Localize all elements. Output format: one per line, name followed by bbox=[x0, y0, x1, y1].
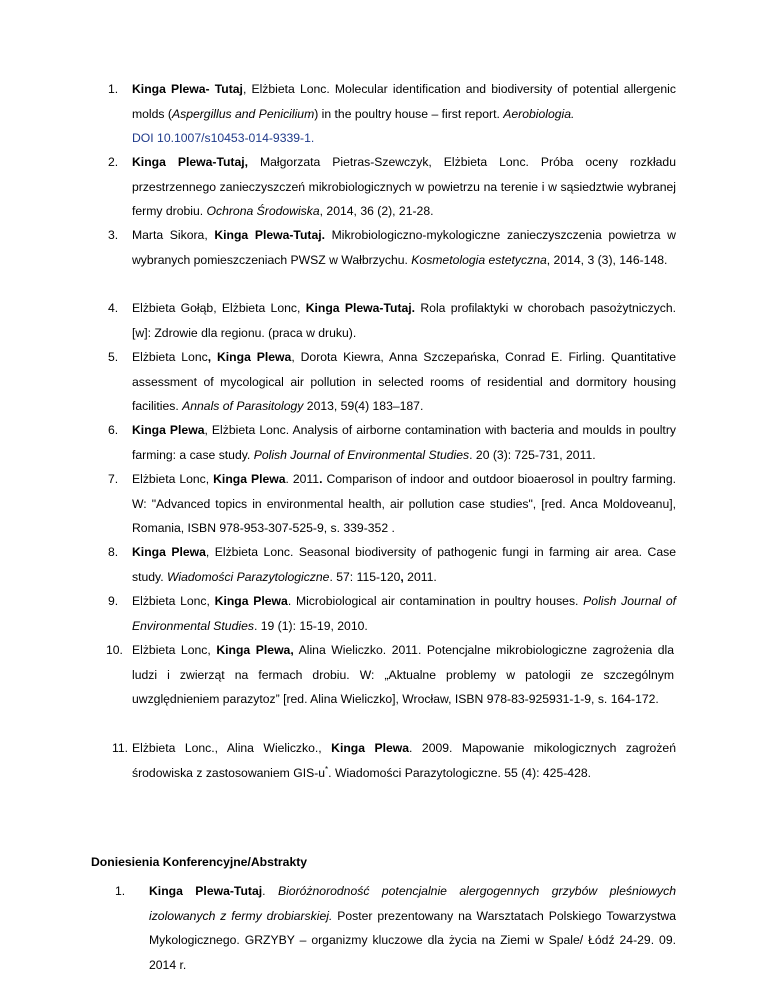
journal: Ochrona Środowiska bbox=[206, 204, 320, 218]
authors: Elżbieta Lonc., Alina Wieliczko., bbox=[132, 741, 332, 755]
details: 2013, 59(4) 183–187. bbox=[303, 399, 424, 413]
author-bold: Kinga Plewa-Tutaj bbox=[149, 884, 263, 898]
details: , 2014, 36 (2), 21-28. bbox=[319, 204, 434, 218]
details: . 57: 115-120 bbox=[329, 569, 401, 584]
separator: . bbox=[262, 884, 278, 898]
publication-item-5 bbox=[108, 345, 676, 419]
journal: Annals of Parasitology bbox=[182, 399, 304, 413]
title-italic: Bioróżnorodność potencjalnie alergogennych grzybów pleśniowych izolowanych z fermy drobiarskiej. bbox=[149, 884, 676, 923]
author-bold: Kinga Plewa bbox=[132, 545, 206, 559]
details: Poster prezentowany na Warsztatach Polskiego Towarzystwa Mykologicznego. GRZYBY – organizmy kluczowe dla życia na Ziemi w Spale/ Łódź 24-29. 09. 2014 r. bbox=[149, 908, 676, 972]
authors: , Elżbieta Lonc. bbox=[204, 423, 290, 437]
footnote-marker: * bbox=[325, 764, 329, 774]
details: . 19 (1): 15-19, 2010. bbox=[253, 618, 368, 633]
author-bold: , Kinga Plewa bbox=[207, 350, 292, 364]
title: Rola profilaktyki w chorobach pasożytniczych. [w]: Zdrowie dla regionu. (praca w druku). bbox=[132, 301, 676, 340]
author-bold: Kinga Plewa, bbox=[216, 643, 294, 657]
author-bold: Kinga Plewa- Tutaj bbox=[132, 82, 243, 96]
item-number: 1. bbox=[108, 82, 119, 96]
author-bold: Kinga Plewa bbox=[214, 594, 288, 608]
item-number: 3. bbox=[108, 228, 119, 242]
title-dot: . bbox=[319, 472, 323, 486]
authors-rest: . 2009. bbox=[409, 741, 453, 755]
journal: Wiadomości Parazytologiczne bbox=[167, 569, 330, 584]
title: Seasonal biodiversity of pathogenic fungi in farming air area. Case study. bbox=[132, 545, 676, 584]
title: Mapowanie mikologicznych zagrożeń środowiska z zastosowaniem GIS-u bbox=[132, 741, 676, 780]
publication-item-3 bbox=[108, 223, 676, 272]
authors: Elżbieta Lonc, bbox=[132, 594, 215, 608]
author-bold: Kinga Plewa-Tutaj. bbox=[305, 301, 416, 315]
authors: Elżbieta Lonc, bbox=[132, 643, 217, 657]
item-number: 5. bbox=[108, 350, 119, 364]
item-number: 1. bbox=[115, 884, 126, 898]
authors: Elżbieta Lonc, bbox=[132, 472, 214, 486]
details-comma: , bbox=[400, 569, 404, 584]
item-number: 9. bbox=[108, 594, 119, 608]
publication-item-9 bbox=[108, 589, 676, 638]
title-end: ) in the poultry house – first report. bbox=[314, 106, 504, 121]
author-bold: Kinga Plewa bbox=[213, 472, 286, 486]
item-number: 2. bbox=[108, 155, 119, 169]
author-bold: Kinga Plewa bbox=[132, 423, 205, 437]
item-number: 6. bbox=[108, 423, 119, 437]
title: Próba oceny rozkładu przestrzennego zanieczyszczeń mikrobiologicznych w powietrzu na terenie i w sąsiedztwie wybranej fermy drobiu. bbox=[132, 155, 676, 218]
authors: Elżbieta Gołąb, Elżbieta Lonc, bbox=[132, 301, 306, 315]
section-title: Doniesienia Konferencyjne/Abstrakty bbox=[91, 855, 308, 869]
publication-item-4 bbox=[108, 296, 676, 345]
author-bold: Kinga Plewa-Tutaj. bbox=[214, 228, 326, 242]
item-number: 7. bbox=[108, 472, 119, 486]
doi-link[interactable]: DOI 10.1007/s10453-014-9339-1. bbox=[132, 131, 315, 145]
title: Potencjalne mikrobiologiczne zagrożenia dla ludzi i zwierząt na fermach drobiu. W: „Aktualne problemy w patologii ze szczególnym uwzględnieniem parazytoz” [red. Alina Wieliczko], Wrocław, ISBN 978-83-925931-1-9, s. 164-172. bbox=[132, 643, 674, 706]
item-number: 4. bbox=[108, 301, 119, 315]
title-italic: Aspergillus and Penicilium bbox=[171, 106, 315, 121]
publication-item-8 bbox=[108, 540, 676, 589]
details: , 2014, 3 (3), 146-148. bbox=[546, 252, 668, 267]
title: Mikrobiologiczno-mykologiczne zanieczyszczenia powietrza w wybranych pomieszczeniach PWSZ w Wałbrzychu. bbox=[132, 228, 676, 267]
title: Quantitative assessment of mycological air pollution in selected rooms of residential and dormitory housing facilities. bbox=[132, 350, 676, 413]
journal: Polish Journal of Environmental Studies bbox=[132, 594, 676, 633]
details-end: 2011. bbox=[403, 569, 437, 584]
authors: , Elżbieta Lonc. bbox=[242, 82, 330, 96]
journal: Polish Journal of Environmental Studies bbox=[253, 447, 470, 462]
details: . Wiadomości Parazytologiczne. 55 (4): 425-428. bbox=[328, 765, 592, 780]
publication-item-10 bbox=[106, 638, 674, 712]
publication-item-2 bbox=[108, 150, 676, 224]
details: . 20 (3): 725-731, 2011. bbox=[469, 447, 596, 462]
title: . Microbiological air contamination in poultry houses. bbox=[287, 594, 584, 608]
publication-item-11 bbox=[112, 736, 676, 785]
authors: , Elżbieta Lonc. bbox=[205, 545, 294, 559]
title: Comparison of indoor and outdoor bioaerosol in poultry farming. W: "Advanced topics in environmental health, air pollution case studies", [red. Anca Moldoveanu], Romania, ISBN 978-953-307-525-9, s. 339-352 . bbox=[132, 472, 677, 535]
publication-item-1 bbox=[108, 77, 676, 151]
item-number: 8. bbox=[108, 545, 119, 559]
journal: Aerobiologia. bbox=[503, 106, 575, 121]
authors: Elżbieta Lonc bbox=[132, 350, 208, 364]
title: Analysis of airborne contamination with bacteria and moulds in poultry farming: a case study. bbox=[132, 423, 676, 462]
author-bold: Kinga Plewa-Tutaj, bbox=[132, 155, 249, 169]
author-bold: Kinga Plewa bbox=[331, 741, 410, 755]
item-number: 10. bbox=[106, 643, 123, 657]
conference-item-1 bbox=[115, 879, 676, 977]
authors: Marta Sikora, bbox=[132, 228, 215, 242]
authors: Małgorzata Pietras-Szewczyk, Elżbieta Lonc. bbox=[248, 155, 529, 169]
journal: Kosmetologia estetyczna bbox=[411, 252, 547, 267]
publication-item-7 bbox=[108, 467, 676, 541]
authors-rest: , Dorota Kiewra, Anna Szczepańska, Conrad E. Firling. bbox=[291, 350, 606, 364]
authors-rest: . 2011 bbox=[285, 472, 320, 486]
item-number: 11. bbox=[112, 741, 129, 755]
publication-item-6 bbox=[108, 418, 676, 467]
title: Molecular identification and biodiversity of potential allergenic molds ( bbox=[132, 82, 676, 121]
authors-rest: Alina Wieliczko. 2011. bbox=[293, 643, 422, 657]
